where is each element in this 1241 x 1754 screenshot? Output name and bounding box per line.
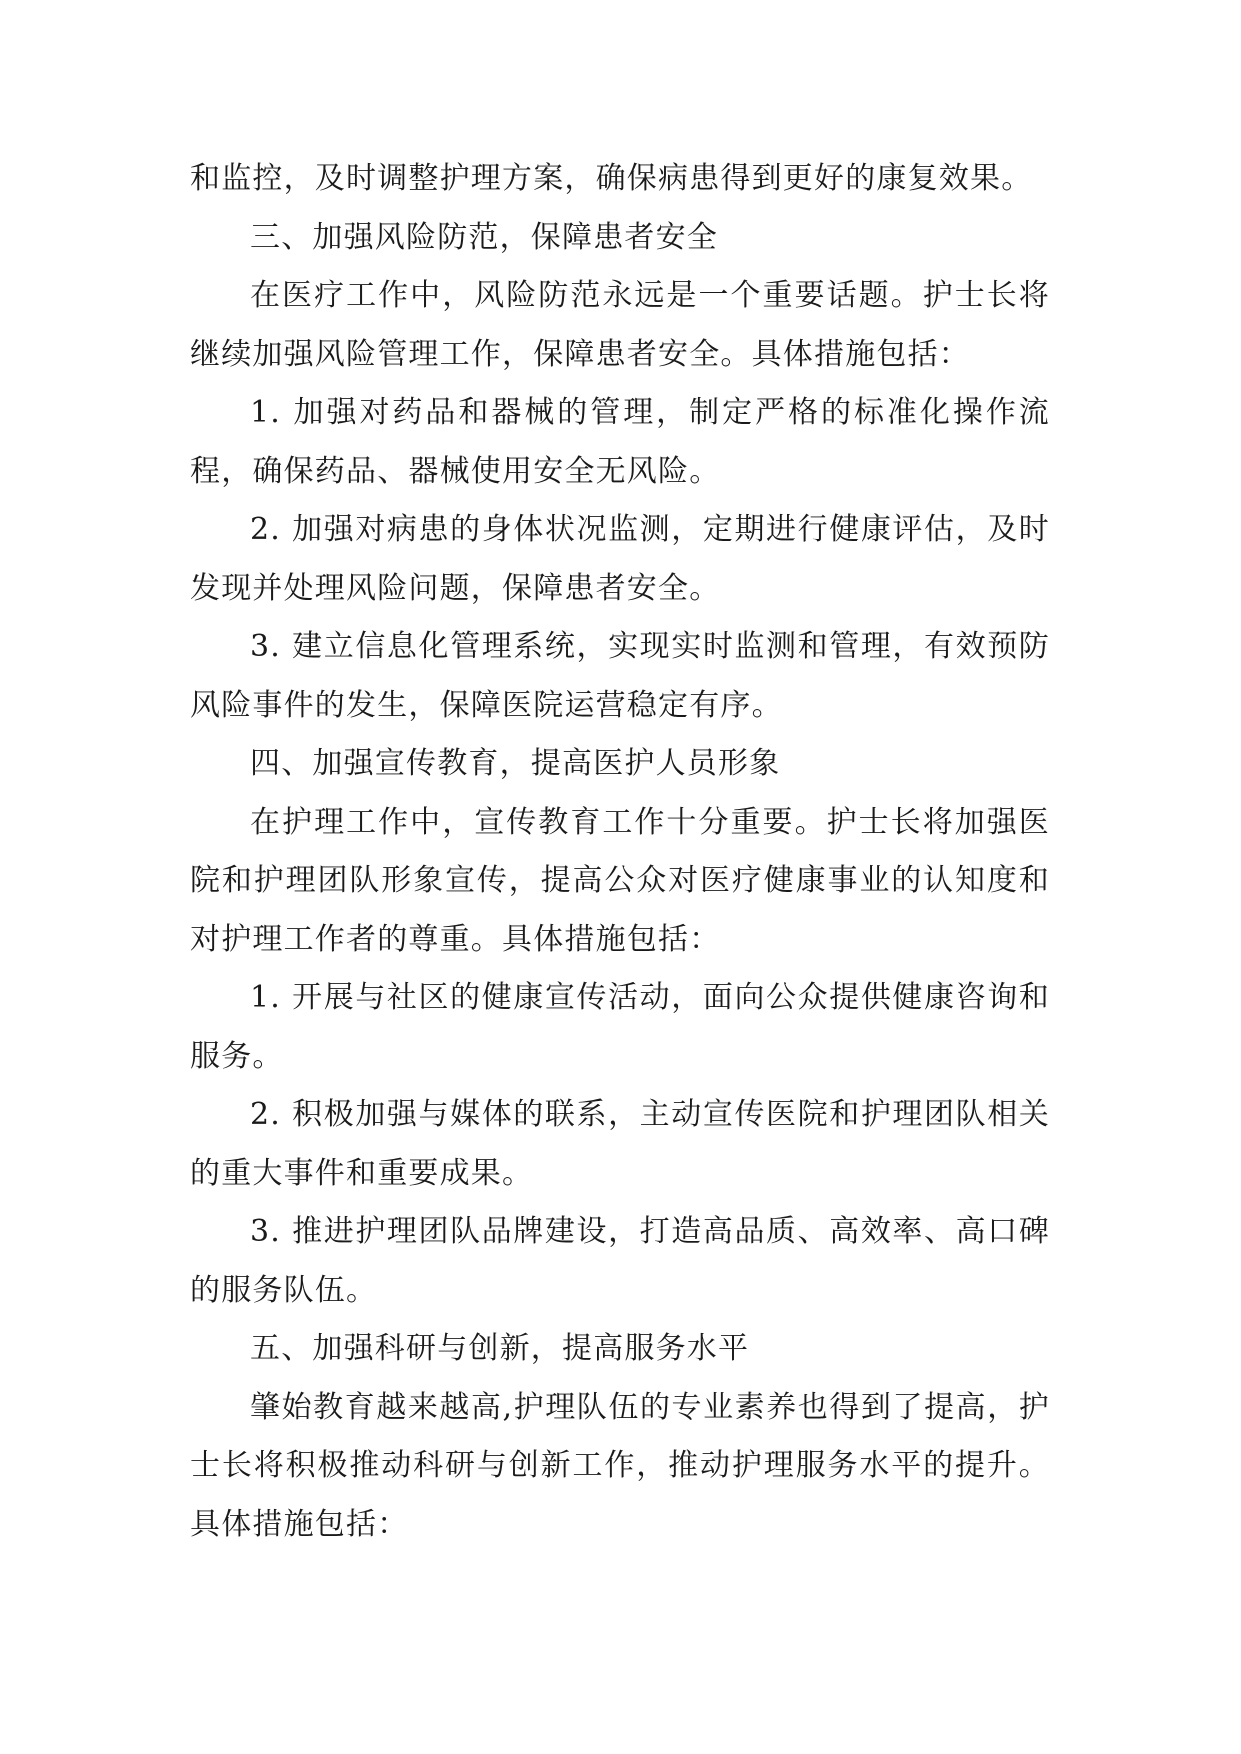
section-heading-publicity: 四、加强宣传教育，提高医护人员形象 — [250, 746, 781, 781]
paragraph-risk-intro: 在医疗工作中，风险防范永远是一个重要话题。护士长将继续加强风险管理工作，保障患者安全。具体措施包括： — [190, 278, 1050, 372]
paragraph-research-intro: 肇始教育越来越高,护理队伍的专业素养也得到了提高，护士长将积极推动科研与创新工作，推动护理服务水平的提升。具体措施包括： — [190, 1389, 1050, 1542]
paragraph-continuation: 和监控，及时调整护理方案，确保病患得到更好的康复效果。 — [190, 161, 1033, 196]
list-item-risk-3: 3. 建立信息化管理系统，实现实时监测和管理，有效预防风险事件的发生，保障医院运营稳定有序。 — [190, 629, 1050, 723]
list-item-publicity-1: 1. 开展与社区的健康宣传活动，面向公众提供健康咨询和服务。 — [190, 980, 1050, 1074]
section-heading-risk-prevention: 三、加强风险防范，保障患者安全 — [250, 219, 718, 255]
document-body — [190, 150, 1050, 1554]
list-item-risk-1: 1. 加强对药品和器械的管理，制定严格的标准化操作流程，确保药品、器械使用安全无风险。 — [190, 395, 1050, 489]
list-item-publicity-3: 3. 推进护理团队品牌建设，打造高品质、高效率、高口碑的服务队伍。 — [190, 1214, 1050, 1308]
section-heading-research: 五、加强科研与创新，提高服务水平 — [250, 1331, 750, 1366]
paragraph-publicity-intro: 在护理工作中，宣传教育工作十分重要。护士长将加强医院和护理团队形象宣传，提高公众对医疗健康事业的认知度和对护理工作者的尊重。具体措施包括： — [190, 804, 1050, 957]
list-item-risk-2: 2. 加强对病患的身体状况监测，定期进行健康评估，及时发现并处理风险问题，保障患者安全。 — [190, 512, 1050, 606]
list-item-publicity-2: 2. 积极加强与媒体的联系，主动宣传医院和护理团队相关的重大事件和重要成果。 — [190, 1097, 1050, 1191]
